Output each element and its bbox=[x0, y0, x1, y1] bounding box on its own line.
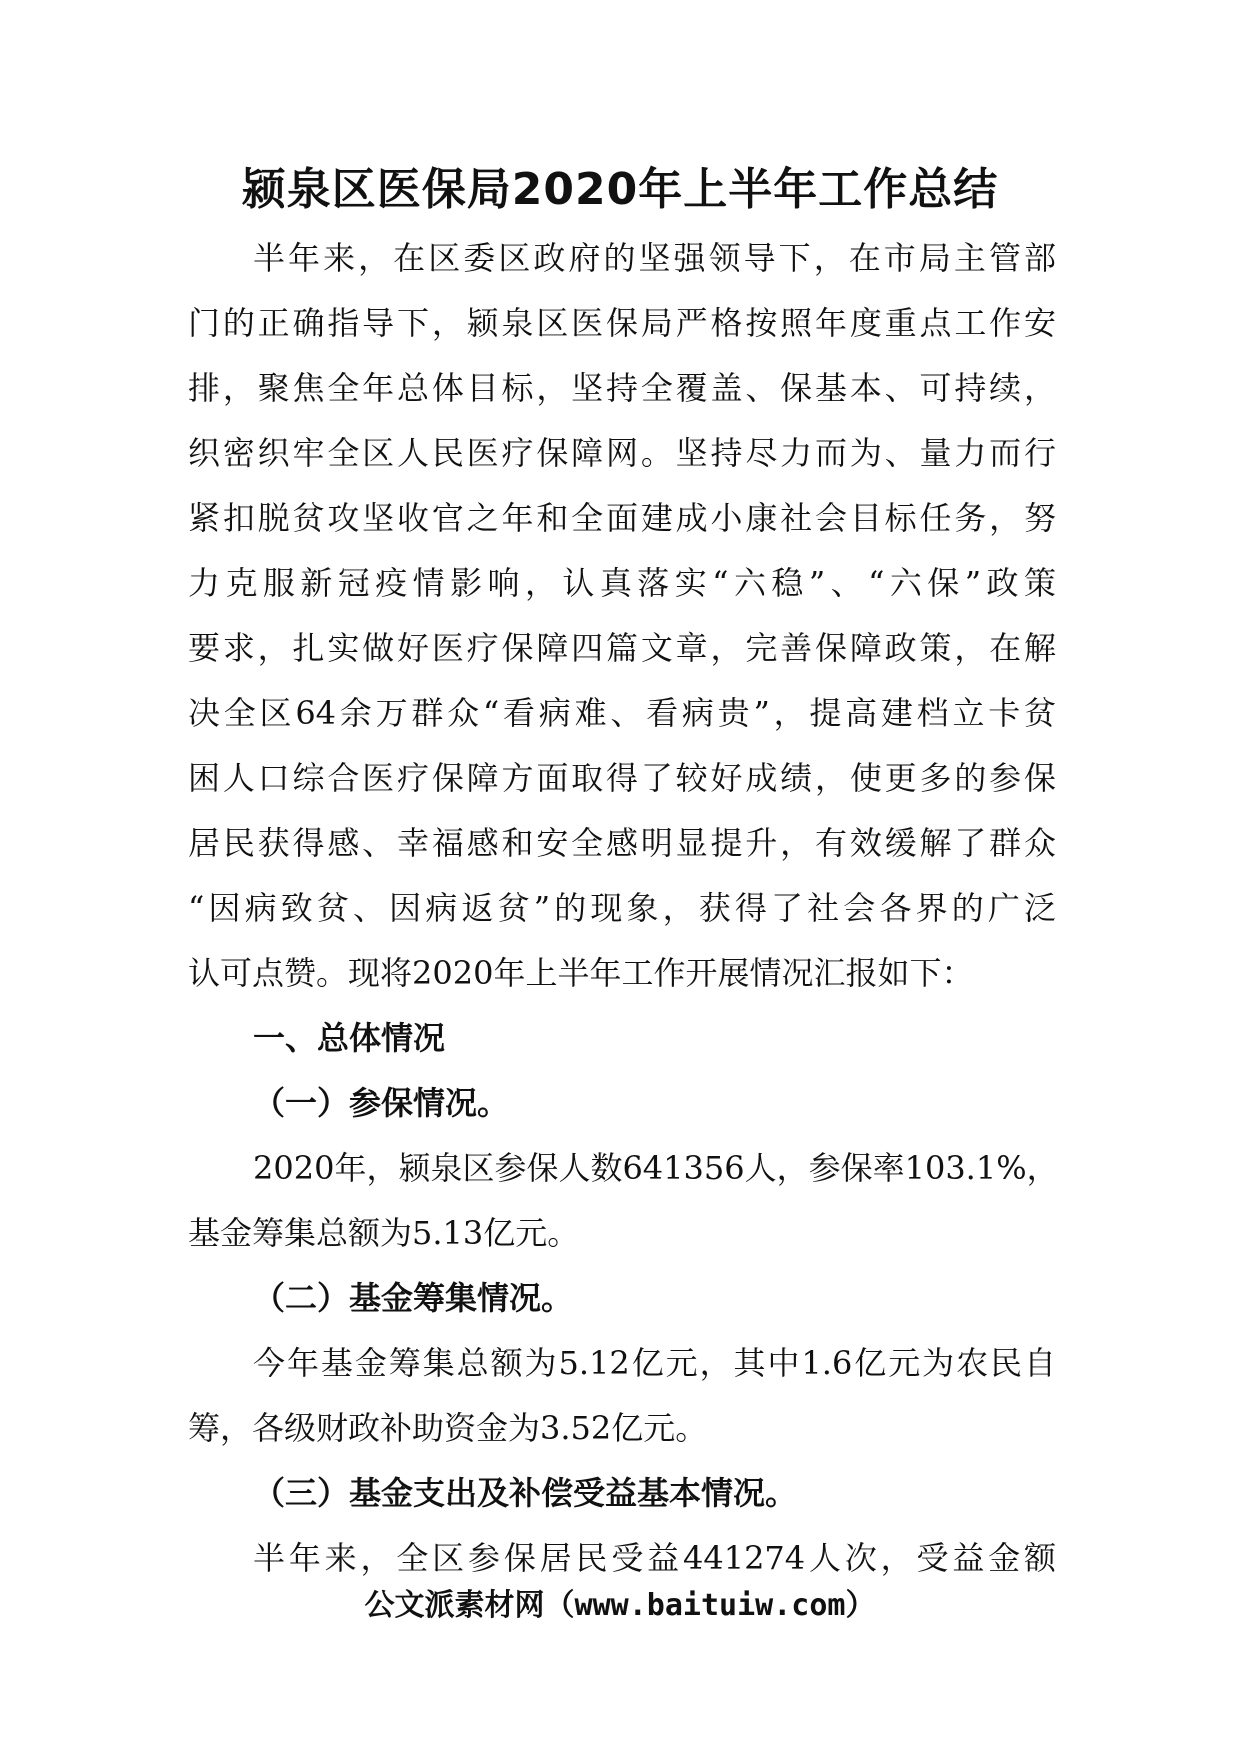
body-line: 筹，各级财政补助资金为3.52亿元。 bbox=[188, 1409, 708, 1447]
body-line: 今年基金筹集总额为5.12亿元，其中1.6亿元为农民自 bbox=[253, 1344, 1056, 1382]
body-line: 力克服新冠疫情影响，认真落实“六稳”、“六保”政策 bbox=[188, 564, 1056, 602]
body-line: 门的正确指导下，颍泉区医保局严格按照年度重点工作安 bbox=[188, 304, 1056, 342]
body-line: 织密织牢全区人民医疗保障网。坚持尽力而为、量力而行 bbox=[188, 434, 1056, 472]
section-heading: 一、总体情况 bbox=[253, 1019, 446, 1057]
body-line: 基金筹集总额为5.13亿元。 bbox=[188, 1214, 580, 1252]
document-body bbox=[188, 226, 1059, 1591]
body-line: 认可点赞。现将2020年上半年工作开展情况汇报如下： bbox=[188, 954, 974, 992]
body-line: 居民获得感、幸福感和安全感明显提升，有效缓解了群众 bbox=[188, 824, 1056, 862]
body-line: 排，聚焦全年总体目标，坚持全覆盖、保基本、可持续， bbox=[188, 369, 1056, 407]
body-line: 要求，扎实做好医疗保障四篇文章，完善保障政策，在解 bbox=[188, 629, 1056, 667]
subsection-heading: （一）参保情况。 bbox=[253, 1084, 510, 1122]
document-title: 颍泉区医保局2020年上半年工作总结 bbox=[241, 164, 999, 215]
body-line: 半年来，在区委区政府的坚强领导下，在市局主管部 bbox=[253, 239, 1056, 277]
body-line: 2020年，颍泉区参保人数641356人，参保率103.1%， bbox=[253, 1149, 1059, 1187]
footer-watermark: 公文派素材网（www.baituiw.com） bbox=[364, 1588, 876, 1623]
body-line: “因病致贫、因病返贫”的现象，获得了社会各界的广泛 bbox=[188, 889, 1056, 927]
subsection-heading: （三）基金支出及补偿受益基本情况。 bbox=[253, 1474, 798, 1512]
body-line: 困人口综合医疗保障方面取得了较好成绩，使更多的参保 bbox=[188, 759, 1056, 797]
body-line: 半年来，全区参保居民受益441274人次，受益金额 bbox=[253, 1539, 1056, 1577]
body-line: 紧扣脱贫攻坚收官之年和全面建成小康社会目标任务，努 bbox=[188, 499, 1056, 537]
subsection-heading: （二）基金筹集情况。 bbox=[253, 1279, 574, 1317]
body-line: 决全区64余万群众“看病难、看病贵”，提高建档立卡贫 bbox=[188, 694, 1056, 732]
